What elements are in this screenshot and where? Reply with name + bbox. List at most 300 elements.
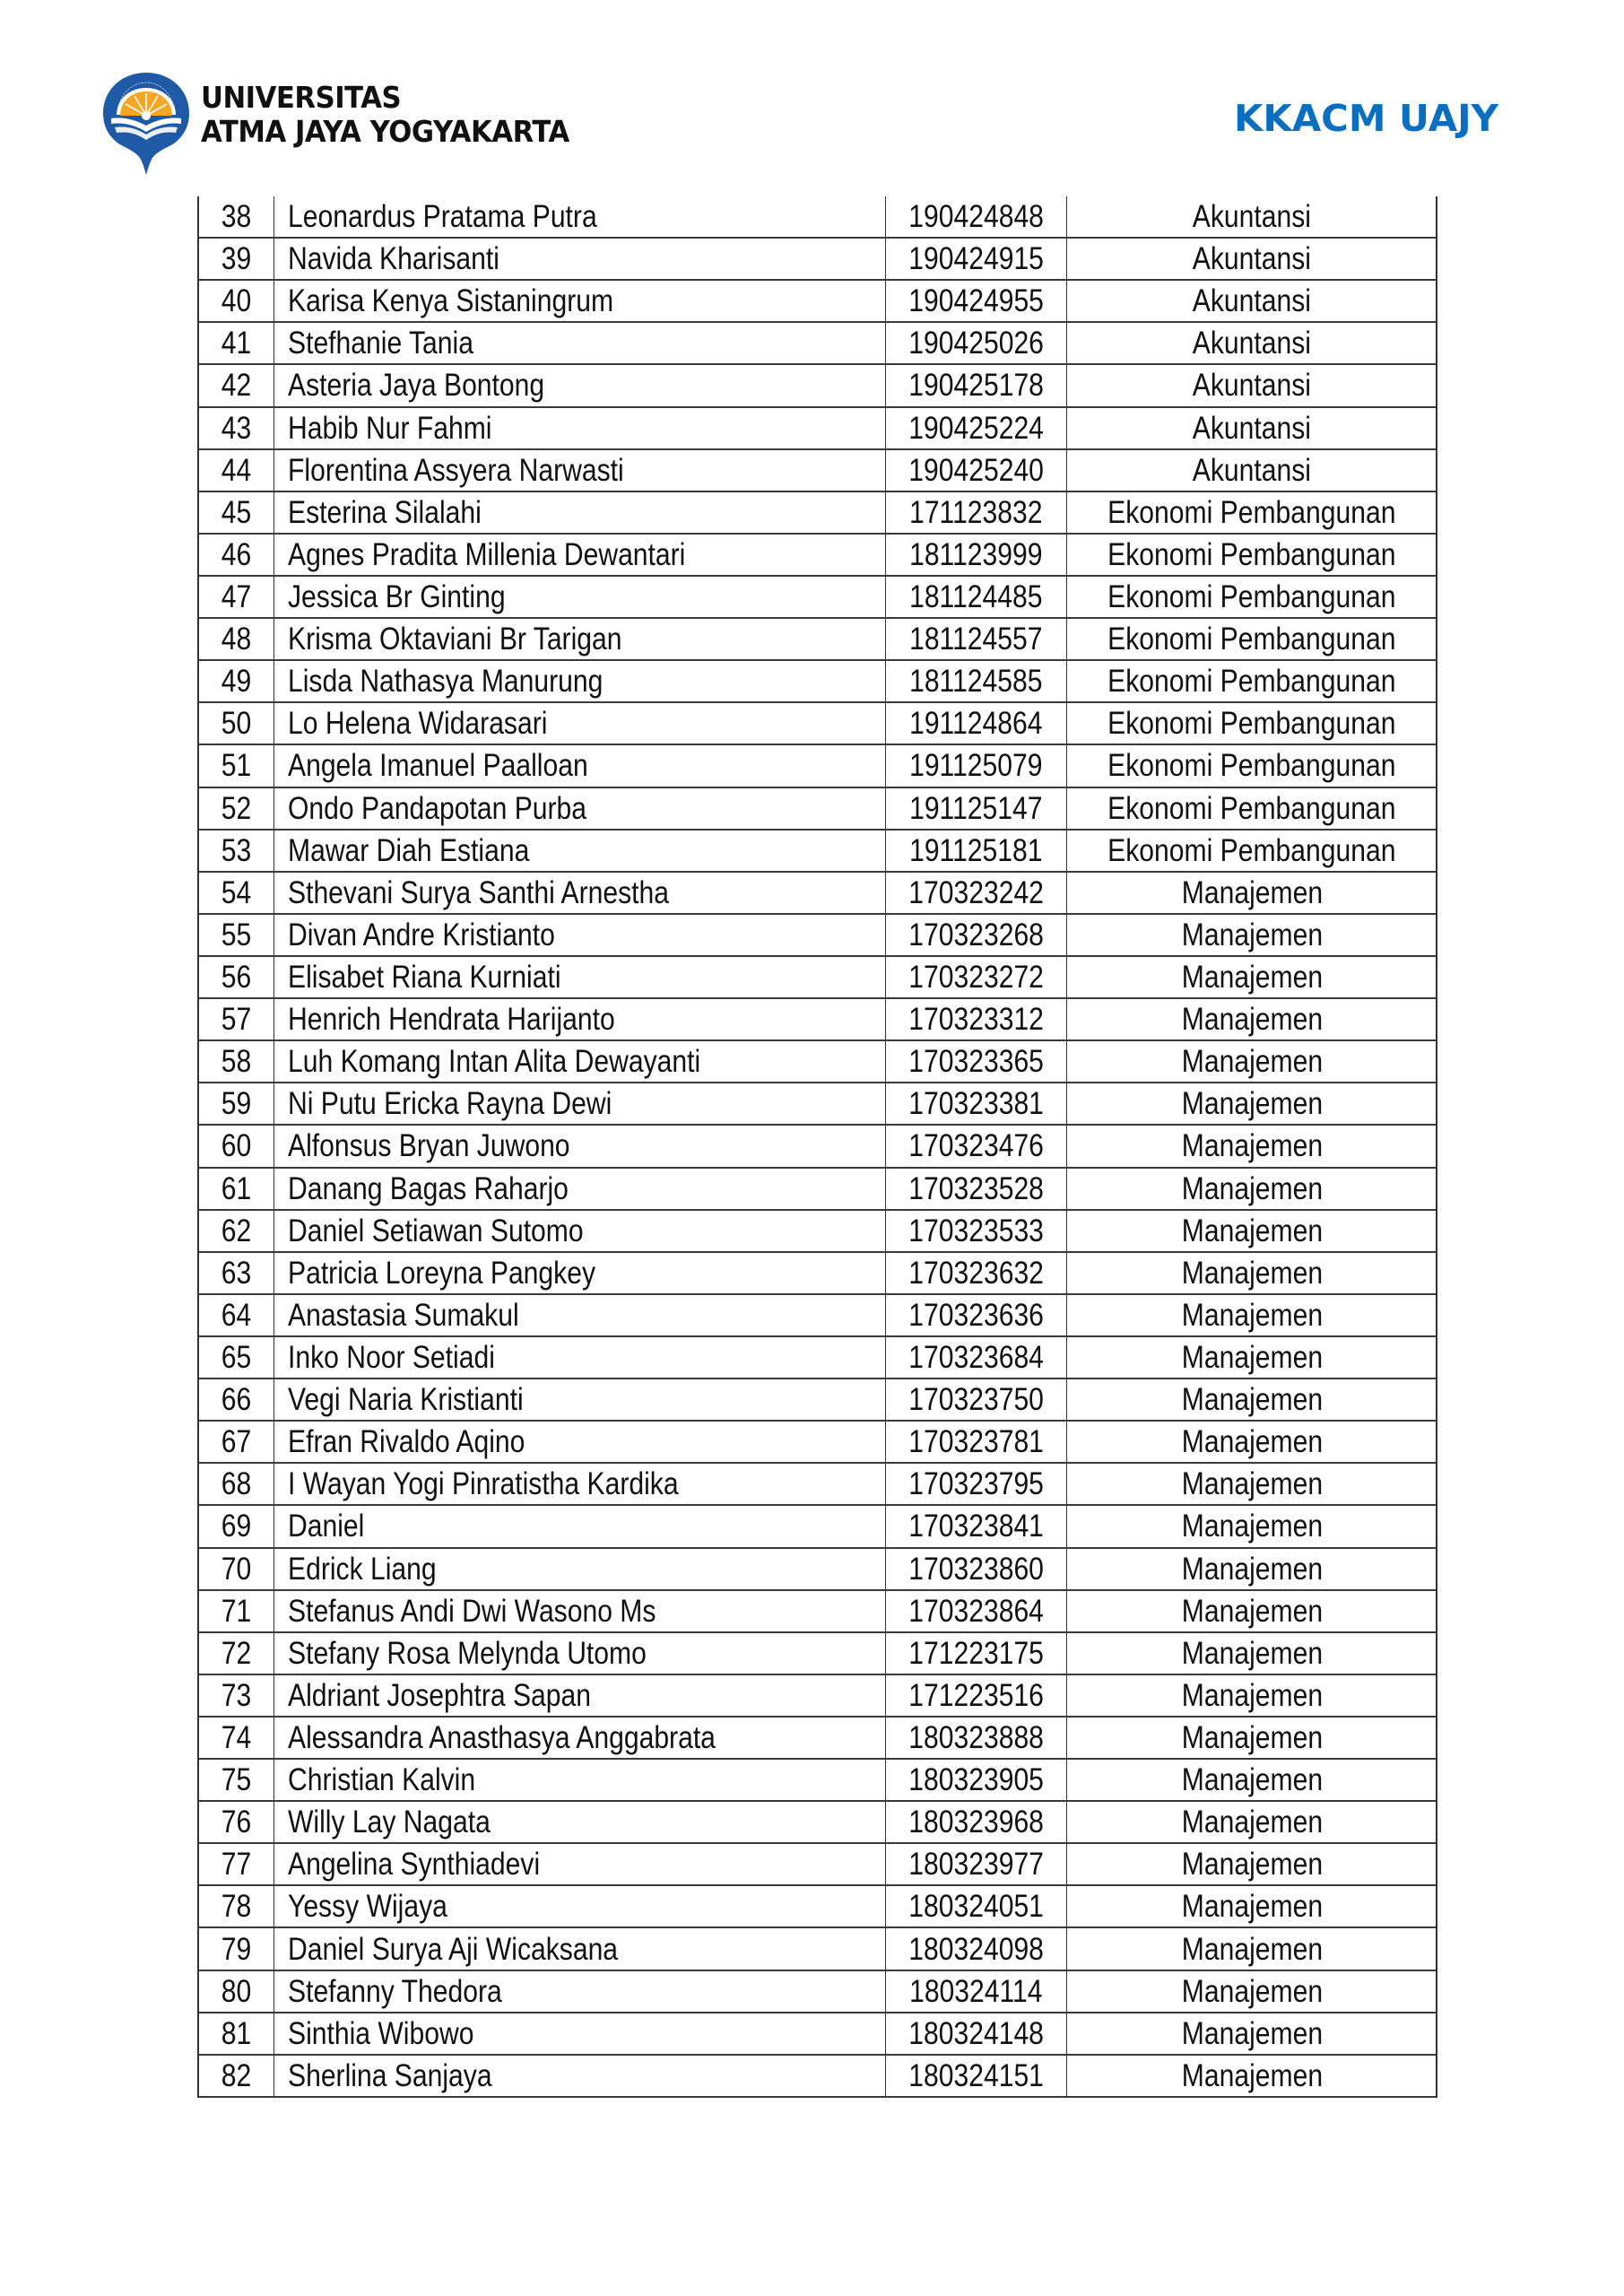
student-npm-cell: [886, 535, 1067, 575]
study-program: Manajemen: [1181, 1170, 1323, 1206]
row-number-cell: [199, 831, 274, 871]
student-npm-cell: [886, 873, 1067, 913]
student-npm-cell: [886, 1760, 1067, 1800]
student-npm-cell: [886, 450, 1067, 491]
student-name-cell: [274, 492, 886, 533]
table-row: [199, 1591, 1436, 1633]
student-name-cell: [274, 873, 886, 913]
study-program: Manajemen: [1181, 1044, 1323, 1080]
row-number: 70: [221, 1551, 252, 1587]
row-number: 75: [221, 1762, 252, 1798]
student-npm-cell: [886, 1591, 1067, 1631]
row-number-cell: [199, 450, 274, 491]
table-row: [199, 408, 1436, 450]
row-number: 58: [221, 1044, 252, 1080]
student-name-cell: [274, 619, 886, 659]
student-npm-cell: [886, 788, 1067, 829]
student-name: Henrich Hendrata Harijanto: [288, 1002, 615, 1038]
student-npm-cell: [886, 703, 1067, 744]
table-row: [199, 1928, 1436, 1970]
student-name: Esterina Silalahi: [288, 494, 482, 530]
university-name-line1: UNIVERSITAS: [201, 80, 402, 115]
study-program-cell: [1066, 577, 1437, 617]
student-name: Asteria Jaya Bontong: [288, 368, 545, 404]
student-npm-cell: [886, 323, 1067, 363]
row-number-cell: [199, 1083, 274, 1124]
study-program-cell: [1066, 1295, 1437, 1335]
study-program: Ekonomi Pembangunan: [1107, 790, 1396, 826]
student-npm-cell: [886, 1464, 1067, 1504]
student-npm: 171123832: [909, 494, 1043, 530]
row-number: 64: [221, 1297, 252, 1333]
study-program-cell: [1066, 703, 1437, 744]
student-npm-cell: [886, 492, 1067, 533]
table-row: [199, 619, 1436, 661]
student-npm: 170323750: [908, 1382, 1044, 1418]
student-npm: 170323312: [908, 1002, 1044, 1038]
student-npm: 170323795: [908, 1466, 1044, 1502]
student-name-cell: [274, 1844, 886, 1884]
study-program-cell: [1066, 2013, 1437, 2054]
student-npm: 190425178: [908, 368, 1044, 404]
table-row: [199, 1506, 1436, 1548]
student-npm: 181124485: [909, 579, 1043, 615]
student-name: Angelina Synthiadevi: [288, 1847, 541, 1883]
student-name: Inko Noor Setiadi: [288, 1340, 495, 1375]
row-number: 81: [221, 2015, 252, 2051]
study-program-cell: [1066, 2056, 1437, 2096]
student-name-cell: [274, 661, 886, 701]
study-program: Ekonomi Pembangunan: [1107, 536, 1396, 572]
row-number: 39: [221, 241, 252, 277]
row-number: 71: [221, 1593, 252, 1629]
table-row: [199, 703, 1436, 745]
row-number-cell: [199, 1844, 274, 1884]
row-number: 41: [221, 326, 252, 361]
student-name: Luh Komang Intan Alita Dewayanti: [288, 1044, 701, 1080]
student-name-cell: [274, 999, 886, 1039]
student-name: Vegi Naria Kristianti: [288, 1382, 524, 1418]
student-name: Daniel Surya Aji Wicaksana: [288, 1931, 619, 1967]
study-program-cell: [1066, 745, 1437, 786]
table-row: [199, 1422, 1436, 1464]
study-program: Manajemen: [1181, 1128, 1323, 1164]
student-npm: 170323841: [908, 1509, 1044, 1544]
table-row: [199, 1041, 1436, 1083]
table-row: [199, 1675, 1436, 1718]
student-npm: 181124557: [909, 622, 1043, 657]
table-row: [199, 873, 1436, 915]
student-npm-cell: [886, 1083, 1067, 1124]
study-program: Manajemen: [1181, 1466, 1323, 1502]
table-row: [199, 1971, 1436, 2013]
row-number-cell: [199, 1549, 274, 1589]
table-row: [199, 196, 1436, 239]
student-name: Angela Imanuel Paalloan: [288, 748, 588, 784]
study-program: Manajemen: [1181, 1382, 1323, 1418]
student-name-cell: [274, 1549, 886, 1589]
study-program: Ekonomi Pembangunan: [1107, 706, 1396, 742]
student-npm-cell: [886, 1422, 1067, 1462]
study-program-cell: [1066, 1211, 1437, 1251]
study-program-cell: [1066, 239, 1437, 279]
student-name-cell: [274, 1928, 886, 1969]
student-npm-cell: [886, 1633, 1067, 1674]
row-number: 61: [221, 1170, 252, 1206]
study-program-cell: [1066, 1169, 1437, 1209]
study-program: Manajemen: [1181, 960, 1323, 996]
student-npm: 181124585: [909, 664, 1043, 700]
study-program: Manajemen: [1181, 1593, 1323, 1629]
student-npm: 180324151: [908, 2057, 1044, 2093]
student-npm: 180324098: [908, 1931, 1044, 1967]
study-program: Manajemen: [1181, 1255, 1323, 1291]
row-number: 78: [221, 1889, 252, 1925]
student-npm: 180323905: [908, 1762, 1044, 1798]
student-npm-cell: [886, 365, 1067, 405]
row-number-cell: [199, 1464, 274, 1504]
study-program: Manajemen: [1181, 1973, 1323, 2009]
student-name: Daniel Setiawan Sutomo: [288, 1213, 584, 1248]
row-number: 74: [221, 1719, 252, 1755]
row-number: 55: [221, 917, 252, 952]
table-row: [199, 577, 1436, 619]
student-name-cell: [274, 1464, 886, 1504]
student-npm-cell: [886, 661, 1067, 701]
student-name: Yessy Wijaya: [288, 1889, 447, 1925]
student-name-cell: [274, 1337, 886, 1378]
student-name: Habib Nur Fahmi: [288, 410, 492, 446]
table-row: [199, 450, 1436, 492]
row-number-cell: [199, 1591, 274, 1631]
study-program-cell: [1066, 1971, 1437, 2012]
study-program-cell: [1066, 408, 1437, 448]
student-npm-cell: [886, 1379, 1067, 1420]
study-program-cell: [1066, 1718, 1437, 1758]
study-program-cell: [1066, 1379, 1437, 1420]
student-npm-cell: [886, 619, 1067, 659]
study-program: Akuntansi: [1192, 326, 1312, 361]
study-program: Manajemen: [1181, 1002, 1323, 1038]
row-number: 43: [221, 410, 252, 446]
row-number-cell: [199, 915, 274, 955]
row-number-cell: [199, 492, 274, 533]
row-number: 40: [221, 283, 252, 319]
study-program-cell: [1066, 957, 1437, 997]
row-number-cell: [199, 1718, 274, 1758]
study-program-cell: [1066, 1675, 1437, 1716]
student-name: Florentina Assyera Narwasti: [288, 452, 624, 488]
table-row: [199, 999, 1436, 1041]
study-program: Akuntansi: [1192, 199, 1312, 235]
row-number: 50: [221, 706, 252, 742]
student-name-cell: [274, 1760, 886, 1800]
student-npm: 180324114: [909, 1973, 1043, 2009]
student-npm: 170323242: [908, 874, 1044, 910]
student-npm-cell: [886, 831, 1067, 871]
row-number: 45: [221, 494, 252, 530]
student-name-cell: [274, 1506, 886, 1546]
student-name-cell: [274, 281, 886, 321]
row-number: 67: [221, 1424, 252, 1460]
table-row: [199, 1083, 1436, 1126]
student-name: Edrick Liang: [288, 1551, 437, 1587]
student-npm-cell: [886, 1802, 1067, 1842]
student-npm-cell: [886, 1126, 1067, 1166]
student-name-cell: [274, 2013, 886, 2054]
study-program-cell: [1066, 1253, 1437, 1293]
row-number: 76: [221, 1805, 252, 1840]
student-npm: 190425026: [908, 326, 1044, 361]
student-name: Stefanny Thedora: [288, 1973, 502, 2009]
student-name: Agnes Pradita Millenia Dewantari: [288, 536, 686, 572]
study-program-cell: [1066, 915, 1437, 955]
study-program-cell: [1066, 196, 1437, 237]
student-name-cell: [274, 1169, 886, 1209]
table-row: [199, 1337, 1436, 1379]
student-name-cell: [274, 1802, 886, 1842]
student-name: Sinthia Wibowo: [288, 2015, 474, 2051]
student-name-cell: [274, 535, 886, 575]
study-program: Akuntansi: [1192, 241, 1312, 277]
student-name: Leonardus Pratama Putra: [288, 199, 597, 235]
row-number: 77: [221, 1847, 252, 1883]
student-name-cell: [274, 1041, 886, 1082]
table-row: [199, 1253, 1436, 1295]
table-row: [199, 788, 1436, 831]
student-npm: 191124864: [909, 706, 1043, 742]
table-row: [199, 1886, 1436, 1928]
study-program-cell: [1066, 1083, 1437, 1124]
student-npm: 170323632: [908, 1255, 1044, 1291]
student-name: Navida Kharisanti: [288, 241, 499, 277]
table-row: [199, 492, 1436, 535]
study-program-cell: [1066, 535, 1437, 575]
row-number-cell: [199, 745, 274, 786]
table-row: [199, 915, 1436, 957]
row-number: 57: [221, 1002, 252, 1038]
table-row: [199, 957, 1436, 999]
student-name: I Wayan Yogi Pinratistha Kardika: [288, 1466, 679, 1502]
row-number: 60: [221, 1128, 252, 1164]
student-npm-cell: [886, 1549, 1067, 1589]
student-name: Danang Bagas Raharjo: [288, 1170, 569, 1206]
student-name-cell: [274, 1211, 886, 1251]
student-name-cell: [274, 577, 886, 617]
study-program-cell: [1066, 1464, 1437, 1504]
student-npm: 181123999: [909, 536, 1043, 572]
table-row: [199, 745, 1436, 787]
table-row: [199, 661, 1436, 703]
student-npm: 170323381: [908, 1086, 1044, 1122]
student-npm-cell: [886, 2013, 1067, 2054]
study-program: Manajemen: [1181, 1762, 1323, 1798]
table-row: [199, 1464, 1436, 1506]
row-number-cell: [199, 1506, 274, 1546]
student-name: Patricia Loreyna Pangkey: [288, 1255, 596, 1291]
study-program-cell: [1066, 1844, 1437, 1884]
study-program: Manajemen: [1181, 1719, 1323, 1755]
study-program: Manajemen: [1181, 2057, 1323, 2093]
student-name: Willy Lay Nagata: [288, 1805, 491, 1840]
study-program: Akuntansi: [1192, 368, 1312, 404]
university-name-line2: ATMA JAYA YOGYAKARTA: [201, 114, 569, 149]
student-npm-cell: [886, 1886, 1067, 1926]
row-number-cell: [199, 1379, 274, 1420]
study-program-cell: [1066, 1802, 1437, 1842]
study-program-cell: [1066, 831, 1437, 871]
row-number-cell: [199, 1971, 274, 2012]
student-name-cell: [274, 450, 886, 491]
study-program: Manajemen: [1181, 1297, 1323, 1333]
student-name: Alessandra Anasthasya Anggabrata: [288, 1719, 716, 1755]
study-program-cell: [1066, 1928, 1437, 1969]
study-program-cell: [1066, 1633, 1437, 1674]
study-program: Manajemen: [1181, 1213, 1323, 1248]
student-name-cell: [274, 196, 886, 237]
study-program-cell: [1066, 1886, 1437, 1926]
student-name-cell: [274, 1591, 886, 1631]
student-name-cell: [274, 957, 886, 997]
table-row: [199, 1633, 1436, 1675]
student-npm: 170323684: [908, 1340, 1044, 1375]
row-number-cell: [199, 365, 274, 405]
student-name: Efran Rivaldo Aqino: [288, 1424, 525, 1460]
student-name-cell: [274, 788, 886, 829]
study-program: Manajemen: [1181, 1424, 1323, 1460]
table-row: [199, 323, 1436, 365]
student-name-cell: [274, 1253, 886, 1293]
student-name: Jessica Br Ginting: [288, 579, 506, 615]
row-number-cell: [199, 1041, 274, 1082]
student-npm: 180323977: [908, 1847, 1044, 1883]
row-number: 42: [221, 368, 252, 404]
table-row: [199, 2056, 1436, 2098]
table-row: [199, 1844, 1436, 1886]
study-program: Manajemen: [1181, 2015, 1323, 2051]
row-number: 63: [221, 1255, 252, 1291]
student-npm: 170323533: [908, 1213, 1044, 1248]
student-name: Sthevani Surya Santhi Arnestha: [288, 874, 670, 910]
study-program: Ekonomi Pembangunan: [1107, 664, 1396, 700]
student-npm: 191125181: [909, 832, 1043, 868]
row-number: 82: [221, 2057, 252, 2093]
student-name: Stefhanie Tania: [288, 326, 473, 361]
student-name: Lo Helena Widarasari: [288, 706, 548, 742]
student-npm: 170323636: [908, 1297, 1044, 1333]
row-number: 48: [221, 622, 252, 657]
student-name: Mawar Diah Estiana: [288, 832, 530, 868]
row-number: 66: [221, 1382, 252, 1418]
row-number-cell: [199, 1886, 274, 1926]
student-npm-cell: [886, 1718, 1067, 1758]
study-program: Ekonomi Pembangunan: [1107, 748, 1396, 784]
student-npm: 190425240: [908, 452, 1044, 488]
student-name-cell: [274, 1971, 886, 2012]
student-npm-cell: [886, 1337, 1067, 1378]
row-number-cell: [199, 1337, 274, 1378]
student-name-cell: [274, 239, 886, 279]
study-program: Akuntansi: [1192, 283, 1312, 319]
student-name-cell: [274, 1633, 886, 1674]
student-name: Lisda Nathasya Manurung: [288, 664, 604, 700]
row-number: 54: [221, 874, 252, 910]
student-npm: 190424848: [908, 199, 1044, 235]
student-npm: 171223175: [908, 1635, 1044, 1671]
student-name-cell: [274, 323, 886, 363]
study-program: Manajemen: [1181, 1340, 1323, 1375]
table-row: [199, 831, 1436, 873]
row-number-cell: [199, 2056, 274, 2096]
student-npm: 170323365: [908, 1044, 1044, 1080]
student-name-cell: [274, 1295, 886, 1335]
row-number: 65: [221, 1340, 252, 1375]
study-program-cell: [1066, 365, 1437, 405]
row-number-cell: [199, 1253, 274, 1293]
table-row: [199, 365, 1436, 407]
student-npm-cell: [886, 745, 1067, 786]
student-name: Alfonsus Bryan Juwono: [288, 1128, 570, 1164]
row-number-cell: [199, 619, 274, 659]
student-name-cell: [274, 703, 886, 744]
table-row: [199, 1379, 1436, 1422]
row-number-cell: [199, 1211, 274, 1251]
row-number-cell: [199, 535, 274, 575]
row-number-cell: [199, 1422, 274, 1462]
student-npm-cell: [886, 1971, 1067, 2012]
student-npm-cell: [886, 2056, 1067, 2096]
table-row: [199, 1169, 1436, 1211]
student-name: Divan Andre Kristianto: [288, 917, 555, 952]
study-program: Manajemen: [1181, 1551, 1323, 1587]
student-name: Krisma Oktaviani Br Tarigan: [288, 622, 622, 657]
row-number: 51: [221, 748, 252, 784]
row-number: 47: [221, 579, 252, 615]
student-npm-cell: [886, 1211, 1067, 1251]
study-program-cell: [1066, 1760, 1437, 1800]
study-program-cell: [1066, 999, 1437, 1039]
row-number: 56: [221, 960, 252, 996]
study-program-cell: [1066, 873, 1437, 913]
student-npm: 190424955: [908, 283, 1044, 319]
study-program: Manajemen: [1181, 1805, 1323, 1840]
study-program: Manajemen: [1181, 1677, 1323, 1713]
table-row: [199, 281, 1436, 323]
student-npm-cell: [886, 577, 1067, 617]
row-number: 62: [221, 1213, 252, 1248]
student-name: Stefanus Andi Dwi Wasono Ms: [288, 1593, 656, 1629]
student-name-cell: [274, 915, 886, 955]
student-npm-cell: [886, 1295, 1067, 1335]
table-row: [199, 239, 1436, 281]
student-name: Karisa Kenya Sistaningrum: [288, 283, 614, 319]
student-npm-cell: [886, 915, 1067, 955]
row-number-cell: [199, 2013, 274, 2054]
study-program-cell: [1066, 619, 1437, 659]
student-name: Christian Kalvin: [288, 1762, 476, 1798]
student-npm-cell: [886, 408, 1067, 448]
table-row: [199, 1802, 1436, 1844]
student-name-cell: [274, 408, 886, 448]
row-number-cell: [199, 873, 274, 913]
student-name-cell: [274, 1379, 886, 1420]
study-program: Manajemen: [1181, 1889, 1323, 1925]
student-npm-cell: [886, 1169, 1067, 1209]
row-number-cell: [199, 1675, 274, 1716]
study-program: Manajemen: [1181, 1847, 1323, 1883]
student-npm: 171223516: [908, 1677, 1044, 1713]
table-row: [199, 1295, 1436, 1337]
